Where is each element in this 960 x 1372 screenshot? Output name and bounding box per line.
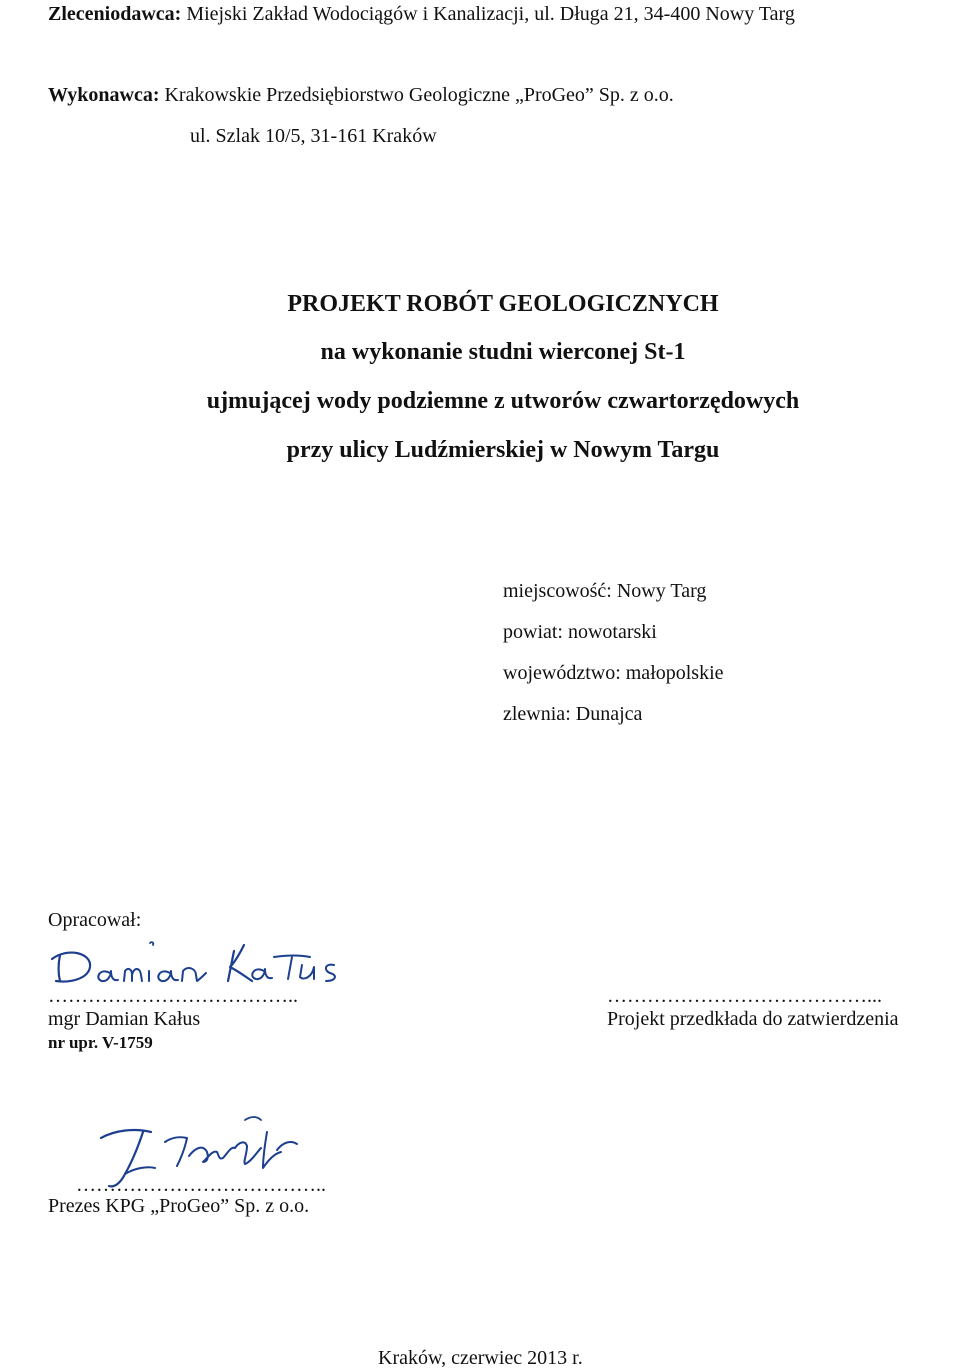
approval-text: Projekt przedkłada do zatwierdzenia <box>607 1008 899 1030</box>
title-line-3: ujmującej wody podziemne z utworów czwartorzędowych <box>206 388 800 414</box>
title-line-4: przy ulicy Ludźmierskiej w Nowym Targu <box>286 437 720 463</box>
prepared-by-name: mgr Damian Kałus <box>48 1008 201 1030</box>
location-town: miejscowość: Nowy Targ <box>503 580 707 602</box>
president-dots: ……………………………….. <box>76 1174 326 1196</box>
president-title: Prezes KPG „ProGeo” Sp. z o.o. <box>48 1195 310 1217</box>
location-voivodeship: województwo: małopolskie <box>503 662 724 684</box>
contractor-label: Wykonawca: <box>48 84 160 106</box>
signature-damian-kalus <box>48 935 348 990</box>
title-line-1: PROJEKT ROBÓT GEOLOGICZNYCH <box>287 291 719 317</box>
contractor-address: ul. Szlak 10/5, 31-161 Kraków <box>190 125 437 147</box>
contractor-line <box>48 83 674 107</box>
contractor-value: Krakowskie Przedsiębiorstwo Geologiczne „ProGeo” Sp. z o.o. <box>164 84 674 106</box>
prepared-by-label: Opracował: <box>48 909 142 931</box>
client-value: Miejski Zakład Wodociągów i Kanalizacji, ul. Długa 21, 34-400 Nowy Targ <box>186 3 795 25</box>
place-date: Kraków, czerwiec 2013 r. <box>378 1347 583 1369</box>
client-label: Zleceniodawca: <box>48 3 182 25</box>
title-line-2: na wykonanie studni wierconej St-1 <box>320 339 686 365</box>
prepared-by-license: nr upr. V-1759 <box>48 1033 153 1052</box>
client-line <box>48 2 795 26</box>
location-district: powiat: nowotarski <box>503 621 657 643</box>
prepared-by-dots: ……………………………….. <box>48 985 298 1007</box>
approval-dots: …………………………………... <box>607 985 882 1007</box>
location-catchment: zlewnia: Dunajca <box>503 703 643 725</box>
